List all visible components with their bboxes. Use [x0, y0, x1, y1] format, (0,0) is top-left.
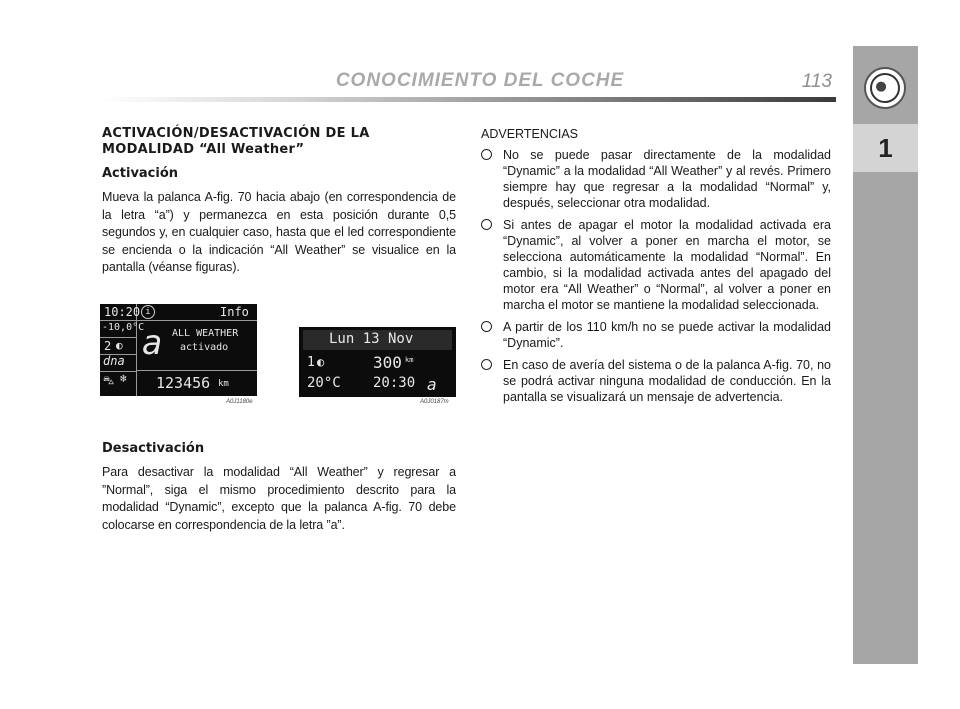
odometer-value: 123456	[156, 374, 211, 392]
display-date: Lun 13 Nov	[329, 331, 414, 347]
info-label: Info	[220, 305, 249, 319]
header-rule	[100, 97, 836, 102]
warning-item: A partir de los 110 km/h no se puede activar la modalidad “Dynamic”.	[481, 319, 831, 351]
left-column	[102, 126, 456, 277]
warnings-list	[481, 147, 831, 405]
headlight-icon: ◐	[317, 355, 325, 369]
circle-bullet-icon	[481, 219, 492, 230]
mode-letter: a	[427, 375, 437, 394]
clock-time: 20:30	[373, 375, 416, 391]
mode-status: activado	[180, 342, 229, 353]
page-header-title: CONOCIMIENTO DEL COCHE	[335, 70, 625, 91]
figure2-code: A0J0187m	[420, 399, 449, 405]
display-time: 10:20	[104, 305, 141, 319]
alfa-romeo-badge-icon	[864, 67, 906, 109]
display-figure-dashboard	[299, 327, 456, 397]
display-temperature: -10,0°C	[102, 322, 145, 333]
activation-heading: Activación	[102, 166, 179, 181]
deactivation-paragraph: Para desactivar la modalidad “All Weather” y regresar a ”Normal”, siga el mismo procedimiento descrito para la modalidad “Dynamic”, excepto que la palanca A-fig. 70 debe colocarse en correspondencia de la letra ”a”.	[102, 465, 456, 532]
right-column	[481, 126, 831, 411]
headlight-icon: ◐	[116, 339, 123, 352]
circle-bullet-icon	[481, 149, 492, 160]
mode-letter: a	[142, 323, 163, 363]
dna-logo: dna	[103, 354, 125, 368]
display-figure-all-weather	[100, 304, 257, 396]
odometer-unit: km	[218, 379, 229, 389]
outside-temperature: 20°C	[307, 375, 341, 391]
page-number: 113	[801, 71, 832, 92]
figure1-code: A0J1180e	[226, 399, 253, 405]
deactivation-heading: Desactivación	[102, 441, 205, 456]
range-value: 300	[373, 353, 402, 372]
car-icon: ⛍	[103, 374, 115, 387]
chapter-number: 1	[853, 124, 918, 172]
display-gear: 1	[307, 355, 315, 370]
warning-item: En caso de avería del sistema o de la palanca A-fig. 70, no se podrá activar ninguna modalidad de conducción. En la pantalla se visualizará un mensaje de advertencia.	[481, 357, 831, 405]
circle-bullet-icon	[481, 321, 492, 332]
section-heading: ACTIVACIÓN/DESACTIVACIÓN DE LA MODALIDAD “All Weather”	[102, 126, 370, 157]
info-icon: i	[141, 305, 155, 319]
left-column-lower	[102, 441, 456, 534]
warning-item: No se puede pasar directamente de la modalidad “Dynamic” a la modalidad “All Weather” y al revés. Primero siempre hay que regresar a la modalidad “Normal” y, después, seleccionar otra modalidad.	[481, 147, 831, 211]
circle-bullet-icon	[481, 359, 492, 370]
mode-name: ALL WEATHER	[172, 328, 239, 339]
activation-paragraph: Mueva la palanca A-fig. 70 hacia abajo (en correspondencia de la letra “a”) y permanezca en esta posición durante 0,5 segundos y, en cualquier caso, hasta que el led correspondiente se encienda o la indicación “All Weather” se visualice en la pantalla (véanse figuras).	[102, 190, 456, 274]
snowflake-icon: ❄	[120, 372, 127, 385]
warning-item: Si antes de apagar el motor la modalidad activada era “Dynamic”, al volver a poner en marcha el motor, se selecciona automáticamente la modalidad “Normal”. En cambio, si la modalidad activada antes del apagado del motor era “All Weather” o “Normal”, al volver a poner en marcha el motor se mantiene la modalidad seleccionada.	[481, 217, 831, 313]
warnings-heading: ADVERTENCIAS	[481, 127, 579, 141]
display-gear: 2	[104, 339, 112, 353]
range-unit: km	[405, 356, 414, 364]
